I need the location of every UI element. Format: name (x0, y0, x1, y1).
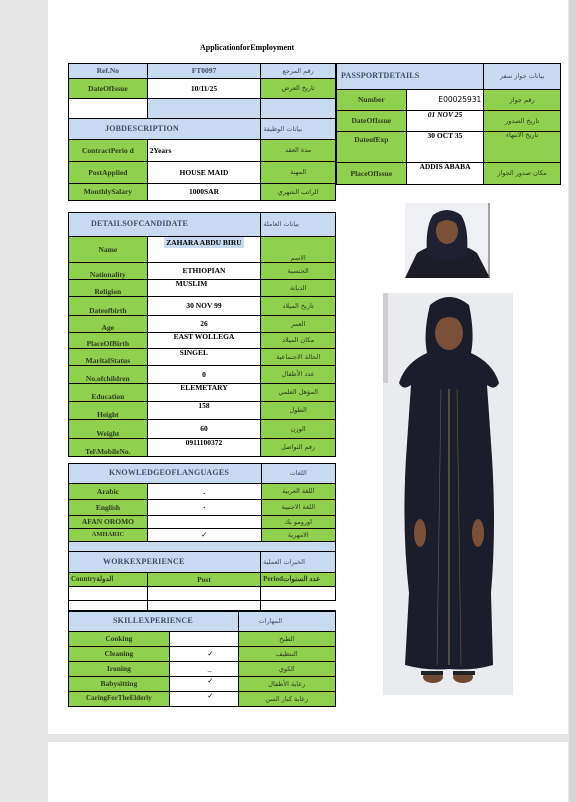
name-label-ar: الاسم (261, 237, 336, 263)
skill-babysitting-label: Babysitting (69, 677, 170, 692)
height-value: 158 (147, 402, 261, 420)
mobile-value: 0911100372 (147, 439, 261, 457)
contract-period-label-ar: مدة العقد (261, 140, 336, 162)
passport-place-value: ADDIS ABABA (406, 163, 484, 185)
age-label: Age (69, 316, 148, 333)
passport-issue-value: 01 NOV 25 (406, 111, 484, 132)
lang-english-value: · (147, 500, 261, 516)
skill-cooking-value (169, 632, 238, 647)
languages-heading: KNOWLEDGEOFLANGUAGES (69, 464, 262, 484)
skill-cleaning-label: Cleaning (69, 647, 170, 662)
weight-label: Weight (69, 420, 148, 439)
age-label-ar: العمر (261, 316, 336, 333)
education-label-ar: المؤهل العلمي (261, 384, 336, 402)
post-applied-value: HOUSE MAID (147, 162, 260, 184)
form-title: ApplicationforEmployment (200, 43, 295, 52)
passport-number-label: Number (337, 90, 407, 111)
col-post: Post (147, 573, 260, 587)
age-value: 26 (147, 316, 261, 333)
dob-label-ar: تاريخ الميلاد (261, 297, 336, 316)
passport-exp-label-ar: تاريخ الانتهاء (484, 132, 561, 163)
dob-label: Dateofbirth (69, 297, 148, 316)
passport-heading-ar: بيانات جواز سفر (484, 64, 561, 90)
salary-label-ar: الراتب الشهري (261, 184, 336, 201)
work-cell (147, 601, 260, 611)
skill-cooking-label: Cooking (69, 632, 170, 647)
dob-value: 30 NOV 99 (147, 297, 261, 316)
skill-elderly-label-ar: رعاية كبار السن (238, 692, 335, 707)
work-cell (69, 601, 148, 611)
religion-label-ar: الديانة (261, 280, 336, 297)
passport-heading: PASSPORTDETAILS (337, 64, 484, 90)
salary-value: 1000SAR (147, 184, 260, 201)
work-table (68, 551, 336, 611)
passport-place-label-ar: مكان صدور الجواز (484, 163, 561, 185)
passport-exp-label: DateofExp (337, 132, 407, 163)
place-of-birth-value: EAST WOLLEGA (147, 333, 261, 349)
place-of-birth-label: PlaceOfBirth (69, 333, 148, 349)
post-applied-label: PostApplied (69, 162, 148, 184)
passport-issue-label-ar: تاريخ الصدور (484, 111, 561, 132)
portrait-photo (405, 203, 490, 278)
spacer-cell (147, 99, 260, 119)
job-heading: JOBDESCRIPTION (69, 119, 261, 140)
next-page (48, 742, 568, 802)
nationality-label-ar: الجنسية (261, 263, 336, 280)
lang-amharic-label-ar: الامهرية (261, 529, 335, 542)
contract-period-value: 2Years (147, 140, 260, 162)
skills-heading: SKILLEXPERIENCE (69, 612, 239, 632)
skill-babysitting-label-ar: رعاية الأطفال (238, 677, 335, 692)
name-label: Name (69, 237, 148, 263)
col-country: Countryالدولة (69, 573, 148, 587)
contract-period-label: ContractPerio d (69, 140, 148, 162)
passport-number-value: E00025931 (406, 90, 484, 111)
marital-status-value: SINGEL (147, 349, 261, 366)
job-table (68, 63, 336, 201)
candidate-table (68, 212, 336, 457)
lang-oromo-value (147, 516, 261, 529)
marital-status-label-ar: الحالة الاجتماعية (261, 349, 336, 366)
skill-cooking-label-ar: الطبخ (238, 632, 335, 647)
skills-table (68, 611, 336, 707)
skill-elderly-label: CaringForTheElderly (69, 692, 170, 707)
issue-date-label-ar: تاريخ العرض (261, 79, 336, 99)
passport-issue-label: DateOfIssue (337, 111, 407, 132)
candidate-heading: DETAILSOFCANDIDATE (69, 213, 261, 237)
languages-heading-ar: اللغات (261, 464, 335, 484)
lang-oromo-label-ar: اورومو بك (261, 516, 335, 529)
education-value: ELEMETARY (147, 384, 261, 402)
weight-label-ar: الوزن (261, 420, 336, 439)
work-heading-ar: الخبرات العملية (261, 552, 336, 573)
salary-label: MonthlySalary (69, 184, 148, 201)
skills-heading-ar: المهارات (238, 612, 335, 632)
candidate-heading-ar: بيانات العاملة (261, 213, 336, 237)
lang-english-label: English (69, 500, 148, 516)
ref-label: Ref.No (69, 64, 148, 79)
job-heading-ar: بيانات الوظيفة (261, 119, 336, 140)
mobile-label: Tel\MobileNo. (69, 439, 148, 457)
skill-ironing-value: _ (169, 662, 238, 677)
lang-arabic-label: Arabic (69, 484, 148, 500)
lang-oromo-label: AFAN OROMO (69, 516, 148, 529)
spacer-cell (261, 99, 336, 119)
height-label-ar: الطول (261, 402, 336, 420)
children-label-ar: عدد الأطفال (261, 366, 336, 384)
lang-arabic-value: . (147, 484, 261, 500)
passport-exp-value: 30 OCT 35 (406, 132, 484, 163)
nationality-label: Nationality (69, 263, 148, 280)
skill-ironing-label-ar: الكوي (238, 662, 335, 677)
education-label: Education (69, 384, 148, 402)
spacer-cell (69, 99, 148, 119)
col-period: Periodعدد السنوات (261, 573, 336, 587)
passport-place-label: PlaceOfIssue (337, 163, 407, 185)
issue-date-label: DateOfIssue (69, 79, 148, 99)
religion-value: MUSLIM (147, 280, 261, 297)
passport-table (336, 63, 561, 185)
name-value: ZAHARA ABDU BIRU (166, 238, 242, 247)
ref-value: FT0097 (147, 64, 260, 79)
nationality-value: ETHIOPIAN (147, 263, 261, 280)
skill-babysitting-value: ✓ (169, 677, 238, 692)
issue-date-value: 10/11/25 (147, 79, 260, 99)
religion-label: Religion (69, 280, 148, 297)
marital-status-label: MaritalStatus (69, 349, 148, 366)
lang-arabic-label-ar: اللغة العربية (261, 484, 335, 500)
post-applied-label-ar: المهنة (261, 162, 336, 184)
work-cell (147, 587, 260, 601)
spacer-row (69, 542, 336, 552)
lang-amharic-value: ✓ (147, 529, 261, 542)
children-label: No.ofchildren (69, 366, 148, 384)
skill-cleaning-value: ✓ (169, 647, 238, 662)
scrollbar[interactable] (569, 0, 576, 802)
lang-amharic-label: AMHARIC (69, 529, 148, 542)
skill-elderly-value: ✓ (169, 692, 238, 707)
children-value: 0 (147, 366, 261, 384)
languages-table (68, 463, 336, 552)
lang-english-label-ar: اللغة الاجنبية (261, 500, 335, 516)
full-length-photo (383, 293, 513, 695)
work-heading: WORKEXPERIENCE (69, 552, 261, 573)
skill-cleaning-label-ar: التنظيف (238, 647, 335, 662)
passport-number-label-ar: رقم جواز (484, 90, 561, 111)
mobile-label-ar: رقم التواصل (261, 439, 336, 457)
work-cell (261, 601, 336, 611)
skill-ironing-label: Ironing (69, 662, 170, 677)
weight-value: 60 (147, 420, 261, 439)
ref-label-ar: رقم المرجع (261, 64, 336, 79)
place-of-birth-label-ar: مكان الميلاد (261, 333, 336, 349)
height-label: Height (69, 402, 148, 420)
work-cell (69, 587, 148, 601)
work-cell (261, 587, 336, 601)
